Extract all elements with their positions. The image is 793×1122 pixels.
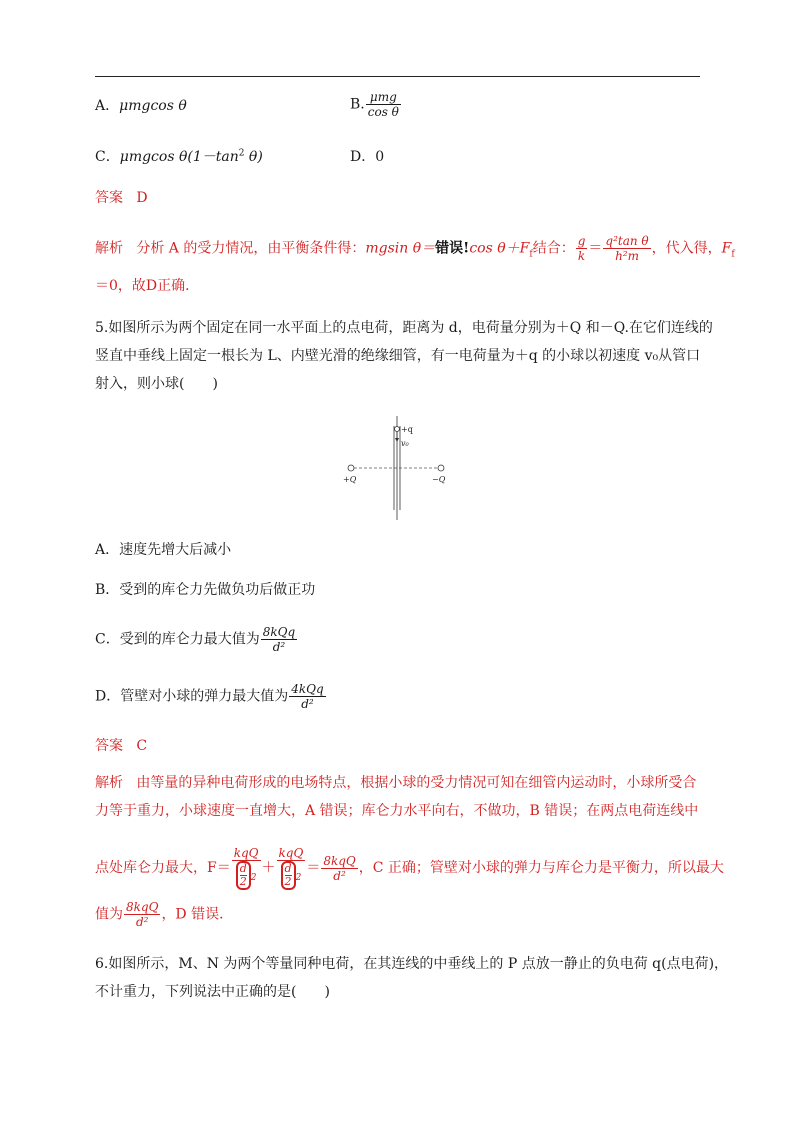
q5-analysis-line2: 力等于重力，小球速度一直增大，A 错误；库仑力水平向右，不做功，B 错误；在两点电荷连线中 [95, 803, 699, 819]
q5-option-b: B．受到的库仑力先做负功后做正功 [95, 582, 316, 598]
q5-stem-line2: 竖直中垂线上固定一根长为 L、内壁光滑的绝缘细管，有一电荷量为＋q 的小球以初速度 v₀从管口 [95, 348, 701, 364]
q6-stem-line1: 6.如图所示，M、N 为两个等量同种电荷，在其连线的中垂线上的 P 点放一静止的负电荷 q(点电荷)， [95, 956, 729, 972]
charge-left [348, 465, 354, 471]
q5-figure [340, 412, 455, 522]
q5-answer: 答案 C [95, 738, 148, 754]
velocity-arrowhead [395, 438, 399, 442]
q4-answer: 答案 D [95, 190, 148, 206]
q5-option-d: D．管壁对小球的弹力最大值为 $\frac{\text{4kQq}}{\text{d²}}$ [95, 682, 324, 711]
header-rule [95, 76, 700, 77]
q5-stem-line3: 射入，则小球( ) [95, 376, 218, 392]
q5-option-c: C．受到的库仑力最大值为 $\frac{\text{8kQq}}{\text{d²}}$ [95, 625, 296, 654]
q6-stem-line2: 不计重力，下列说法中正确的是( ) [95, 984, 330, 1000]
q5-analysis-line3: 点处库仑力最大，F＝ $\frac{\text{kqQ}}{\frac{d}{2}^2}$ ＋ $\frac{\text{kqQ}}{\frac{d}{2}^2}$ ＝ $\frac{\text{8kqQ}}{\text{d²}}$ ，C 正确；管壁对小球的弹力与库仑力是平衡力，所以最大 [95, 846, 724, 888]
q4-option-b: B. $\frac{\text{μmg}}{\text{cos θ}}$ [350, 90, 399, 119]
q4-option-d: D．0 [350, 149, 385, 165]
q4-analysis-line1: 解析 分析 A 的受力情况，由平衡条件得：mgsin θ＝错误!cos $\theta+F_f$结合： $\frac{g}{k}$ ＝ $\frac{\text{q²tan θ}}{\text{h²m}}$ ，代入得，$F_f$ [95, 234, 735, 263]
q5-analysis-line4: 值为 $\frac{\text{8kqQ}}{\text{d²}}$ ，D 错误． [95, 900, 234, 929]
paren-bracket: $\frac{d}{2}$ [236, 861, 251, 890]
q4-option-a: A．μmgcos θ [95, 98, 187, 114]
label-right-charge: −Q [432, 475, 446, 484]
q5-analysis-line1: 解析 由等量的异种电荷形成的电场特点，根据小球的受力情况可知在细管内运动时，小球所受合 [95, 775, 697, 791]
q5-option-a: A．速度先增大后减小 [95, 542, 232, 558]
charge-right [438, 465, 444, 471]
label-q: +q [401, 425, 413, 434]
paren-bracket: $\frac{d}{2}$ [281, 861, 296, 890]
label-v0: v₀ [401, 439, 409, 448]
label-left-charge: +Q [343, 475, 357, 484]
q4-option-b-fraction: $\frac{\text{μmg}}{\text{cos θ}}$ [367, 90, 399, 119]
q4-analysis-line2: ＝0，故D正确． [95, 278, 200, 294]
q4-option-c: C．μmgcos $\theta(1-\tan^2$ θ) [95, 148, 263, 165]
ball-q [395, 427, 400, 432]
q5-stem-line1: 5.如图所示为两个固定在同一水平面上的点电荷，距离为 d，电荷量分别为＋Q 和－Q.在它们连线的 [95, 320, 713, 336]
